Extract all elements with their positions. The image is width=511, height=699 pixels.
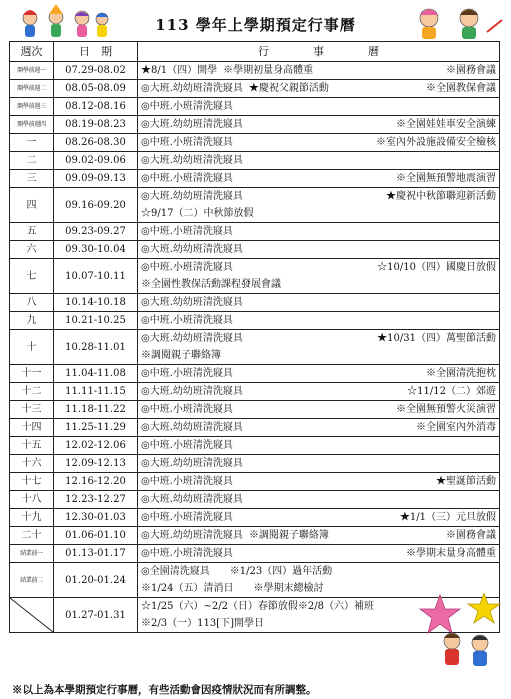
event-text: ◎大班.幼幼班清洗寢具 — [141, 83, 243, 94]
week-cell: 七 — [10, 259, 54, 294]
event-text: ※全園教保會議 — [426, 83, 496, 94]
table-row — [10, 383, 500, 401]
week-cell: 十七 — [10, 473, 54, 491]
event-text: ※學期末量身高體重 — [406, 548, 496, 559]
event-text: ※全園無預警地震演習 — [396, 173, 496, 184]
event-text: ◎中班.小班清洗寢具 — [141, 512, 233, 523]
event-line — [141, 116, 496, 133]
table-row — [10, 401, 500, 419]
date-cell: 09.02-09.06 — [54, 152, 138, 170]
event-line — [141, 134, 496, 151]
date-cell: 08.26-08.30 — [54, 134, 138, 152]
events-cell — [138, 152, 500, 170]
kid-figure-right-2 — [460, 9, 478, 39]
week-cell: 十 — [10, 330, 54, 365]
date-cell: 01.20-01.24 — [54, 563, 138, 598]
date-cell: 01.27-01.31 — [54, 598, 138, 633]
week-cell: 十五 — [10, 437, 54, 455]
date-cell: 09.30-10.04 — [54, 241, 138, 259]
table-row — [10, 491, 500, 509]
header-date: 日 期 — [54, 42, 138, 62]
events-cell — [138, 80, 500, 98]
event-line — [141, 98, 496, 115]
header-events: 行 事 曆 — [138, 42, 500, 62]
events-cell — [138, 491, 500, 509]
event-line — [141, 545, 496, 562]
week-cell: 二十 — [10, 527, 54, 545]
event-text: ※全園無預警火災演習 — [396, 404, 496, 415]
date-cell: 01.06-01.10 — [54, 527, 138, 545]
table-row — [10, 80, 500, 98]
table-row — [10, 527, 500, 545]
week-cell: 開學前週三 — [10, 98, 54, 116]
table-row — [10, 312, 500, 330]
week-cell: 開學前週一 — [10, 62, 54, 80]
event-line — [141, 473, 496, 490]
table-row — [10, 545, 500, 563]
event-line — [141, 509, 496, 526]
event-text: ★慶祝父親節活動 — [248, 83, 329, 94]
event-line — [141, 276, 496, 293]
events-cell — [138, 419, 500, 437]
events-cell — [138, 241, 500, 259]
date-cell: 10.07-10.11 — [54, 259, 138, 294]
event-text: ※全園清洗抱枕 — [426, 368, 496, 379]
week-cell: 八 — [10, 294, 54, 312]
events-cell — [138, 365, 500, 383]
date-cell: 07.29-08.02 — [54, 62, 138, 80]
events-cell — [138, 473, 500, 491]
event-text: ☆10/10（四）國慶日放假 — [377, 262, 496, 273]
week-cell: 五 — [10, 223, 54, 241]
table-row — [10, 98, 500, 116]
diagonal-line — [10, 598, 53, 632]
event-text: ◎大班.幼幼班清洗寢具 — [141, 422, 243, 433]
event-text: ◎中班.小班清洗寢具 — [141, 262, 233, 273]
week-cell: 三 — [10, 170, 54, 188]
event-text: ※學期初量身高體重 — [223, 65, 314, 76]
event-line — [141, 419, 496, 436]
events-cell — [138, 545, 500, 563]
event-text: ★8/1（四）開學 — [141, 65, 218, 76]
table-row — [10, 134, 500, 152]
kid-arm-right — [487, 20, 502, 32]
event-text: ★慶祝中秋節聯迎新活動 — [386, 191, 496, 202]
table-row — [10, 365, 500, 383]
table-row — [10, 62, 500, 80]
event-line — [141, 330, 496, 347]
events-cell — [138, 527, 500, 545]
table-row — [10, 455, 500, 473]
events-cell — [138, 455, 500, 473]
event-text: ◎大班.幼幼班清洗寢具 — [141, 530, 243, 541]
schedule-body — [10, 62, 500, 633]
event-text: ※全園娃娃車安全演練 — [396, 119, 496, 130]
table-row — [10, 188, 500, 223]
event-text: ◎中班.小班清洗寢具 — [141, 315, 233, 326]
kid-figure-stars-2 — [472, 635, 488, 666]
table-row — [10, 170, 500, 188]
date-cell: 10.14-10.18 — [54, 294, 138, 312]
events-cell — [138, 294, 500, 312]
date-cell: 11.11-11.15 — [54, 383, 138, 401]
date-cell: 09.09-09.13 — [54, 170, 138, 188]
date-cell: 09.23-09.27 — [54, 223, 138, 241]
table-row — [10, 509, 500, 527]
date-cell: 12.16-12.20 — [54, 473, 138, 491]
event-line — [141, 491, 496, 508]
event-text: ☆11/12（二）郊遊 — [407, 386, 496, 397]
event-line — [141, 152, 496, 169]
event-text: ◎中班.小班清洗寢具 — [141, 226, 233, 237]
event-text: ※調閱親子聯絡簿 — [141, 350, 221, 361]
events-cell — [138, 259, 500, 294]
event-text: ◎中班.小班清洗寢具 — [141, 440, 233, 451]
date-cell: 01.13-01.17 — [54, 545, 138, 563]
event-text: ★1/1（三）元旦放假 — [399, 512, 496, 523]
event-text: ◎大班.幼幼班清洗寢具 — [141, 119, 243, 130]
event-line — [141, 347, 496, 364]
events-cell — [138, 134, 500, 152]
date-cell: 12.30-01.03 — [54, 509, 138, 527]
event-text: ◎中班.小班清洗寢具 — [141, 476, 233, 487]
event-line — [141, 527, 496, 544]
event-text: ◎大班.幼幼班清洗寢具 — [141, 244, 243, 255]
week-cell: 開學前週四 — [10, 116, 54, 134]
table-row — [10, 259, 500, 294]
week-cell: 一 — [10, 134, 54, 152]
event-line — [141, 401, 496, 418]
event-line — [141, 62, 496, 79]
event-line — [141, 455, 496, 472]
event-line — [141, 312, 496, 329]
week-cell: 十四 — [10, 419, 54, 437]
week-cell: 六 — [10, 241, 54, 259]
date-cell: 08.19-08.23 — [54, 116, 138, 134]
events-cell — [138, 223, 500, 241]
event-text: ※園務會議 — [446, 530, 496, 541]
week-cell: 十一 — [10, 365, 54, 383]
kids-illustration-right — [407, 2, 507, 42]
event-line — [141, 188, 496, 205]
kid-figure-right-1 — [420, 9, 438, 39]
event-text: ◎大班.幼幼班清洗寢具 — [141, 191, 243, 202]
week-cell: 十三 — [10, 401, 54, 419]
date-cell: 12.09-12.13 — [54, 455, 138, 473]
events-cell — [138, 437, 500, 455]
week-cell: 十六 — [10, 455, 54, 473]
date-cell: 11.18-11.22 — [54, 401, 138, 419]
date-cell: 11.25-11.29 — [54, 419, 138, 437]
event-text: ※2/3（一）113[下]開學日 — [141, 618, 264, 629]
events-cell — [138, 401, 500, 419]
event-line — [141, 383, 496, 400]
week-cell — [10, 598, 54, 633]
event-text: ※全園性教保活動課程發展會議 — [141, 279, 281, 290]
events-cell — [138, 312, 500, 330]
schedule-table — [9, 41, 500, 633]
date-cell: 12.02-12.06 — [54, 437, 138, 455]
events-cell — [138, 170, 500, 188]
table-row — [10, 294, 500, 312]
event-line — [141, 437, 496, 454]
event-text: ◎中班.小班清洗寢具 — [141, 101, 233, 112]
event-text: ◎大班.幼幼班清洗寢具 — [141, 297, 243, 308]
event-line — [141, 259, 496, 276]
event-text: ◎中班.小班清洗寢具 — [141, 173, 233, 184]
event-text: ◎中班.小班清洗寢具 — [141, 137, 233, 148]
date-cell: 11.04-11.08 — [54, 365, 138, 383]
table-row — [10, 152, 500, 170]
yellow-star-icon — [468, 593, 500, 623]
week-cell: 十二 — [10, 383, 54, 401]
event-text: ※室內外設施設備安全檢核 — [376, 137, 496, 148]
week-cell: 十九 — [10, 509, 54, 527]
event-line — [141, 205, 496, 222]
week-cell: 二 — [10, 152, 54, 170]
event-line — [141, 365, 496, 382]
events-cell — [138, 116, 500, 134]
date-cell: 10.21-10.25 — [54, 312, 138, 330]
footnote: ※以上為本學期預定行事曆，有些活動會因疫情狀況而有所調整。 — [12, 684, 317, 696]
table-row — [10, 437, 500, 455]
table-row — [10, 419, 500, 437]
week-cell: 結業前一 — [10, 545, 54, 563]
table-row — [10, 116, 500, 134]
event-line — [141, 80, 496, 97]
event-text: ※1/24（五）清消日 ※學期末總檢討 — [141, 583, 324, 594]
date-cell: 10.28-11.01 — [54, 330, 138, 365]
event-text: ◎中班.小班清洗寢具 — [141, 404, 233, 415]
event-text: ◎大班.幼幼班清洗寢具 — [141, 386, 243, 397]
events-cell — [138, 509, 500, 527]
event-text: ☆1/25（六）~2/2（日）春節放假※2/8（六）補班 — [141, 601, 375, 612]
page-title: 113 學年上學期預定行事曆 — [155, 16, 356, 34]
pink-star-icon — [420, 595, 460, 633]
event-text: ※全園室內外消毒 — [416, 422, 496, 433]
event-line — [141, 170, 496, 187]
event-text: ◎大班.幼幼班清洗寢具 — [141, 494, 243, 505]
table-row — [10, 223, 500, 241]
events-cell — [138, 98, 500, 116]
events-cell — [138, 330, 500, 365]
event-text: ※園務會議 — [446, 65, 496, 76]
event-text: ◎大班.幼幼班清洗寢具 — [141, 155, 243, 166]
table-header-row — [10, 42, 500, 62]
table-row — [10, 473, 500, 491]
week-cell: 四 — [10, 188, 54, 223]
event-text: ◎大班.幼幼班清洗寢具 — [141, 333, 243, 344]
event-line — [141, 241, 496, 258]
event-text: ◎中班.小班清洗寢具 — [141, 368, 233, 379]
event-text: ☆9/17（二）中秋節放假 — [141, 208, 254, 219]
week-cell: 結業前二 — [10, 563, 54, 598]
week-cell: 十八 — [10, 491, 54, 509]
table-row — [10, 241, 500, 259]
events-cell — [138, 188, 500, 223]
event-text: ◎大班.幼幼班清洗寢具 — [141, 458, 243, 469]
event-line — [141, 563, 496, 580]
event-line — [141, 294, 496, 311]
week-cell: 九 — [10, 312, 54, 330]
stars-kids-illustration — [418, 593, 504, 669]
event-text: ◎中班.小班清洗寢具 — [141, 548, 233, 559]
event-line — [141, 223, 496, 240]
date-cell: 08.05-08.09 — [54, 80, 138, 98]
event-text: ※調閱親子聯絡簿 — [248, 530, 329, 541]
events-cell — [138, 62, 500, 80]
event-text: ★10/31（四）萬聖節活動 — [377, 333, 496, 344]
header-week: 週次 — [10, 42, 54, 62]
kid-figure-stars-1 — [444, 633, 460, 665]
date-cell: 09.16-09.20 — [54, 188, 138, 223]
date-cell: 12.23-12.27 — [54, 491, 138, 509]
date-cell: 08.12-08.16 — [54, 98, 138, 116]
table-row — [10, 330, 500, 365]
week-cell: 開學前週二 — [10, 80, 54, 98]
event-text: ★聖誕節活動 — [436, 476, 496, 487]
events-cell — [138, 383, 500, 401]
event-text: ◎全園清洗寢具 ※1/23（四）過年活動 — [141, 566, 333, 577]
